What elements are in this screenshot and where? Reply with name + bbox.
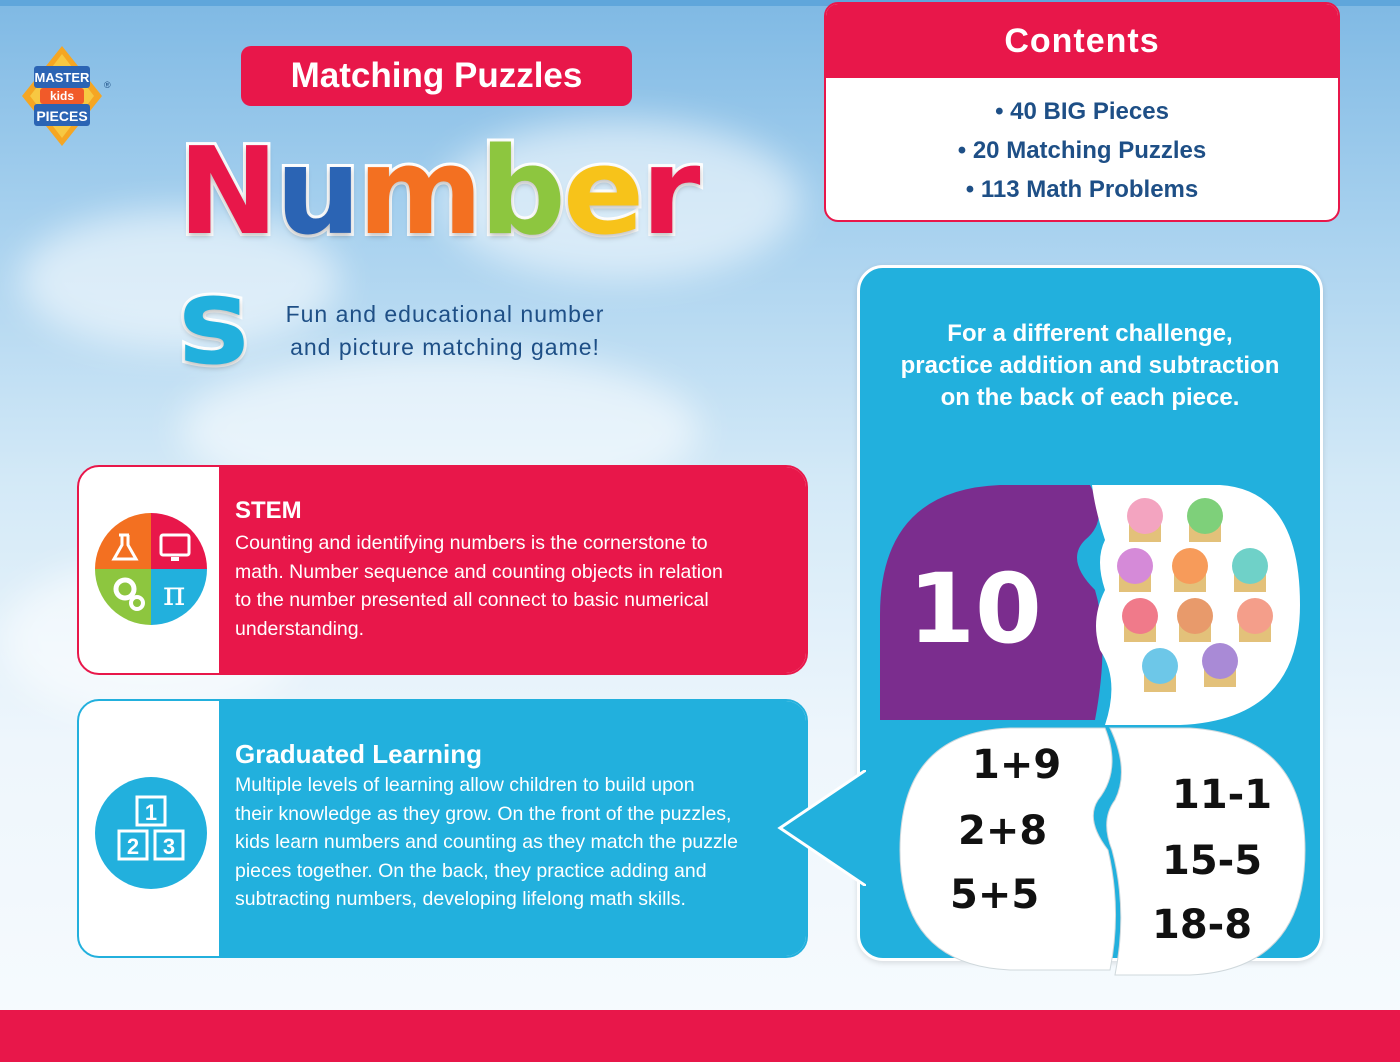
- graduated-line: their knowledge as they grow. On the front of the puzzles,: [235, 802, 732, 825]
- number-blocks-icon: [95, 777, 207, 889]
- graduated-title: Graduated Learning: [235, 739, 483, 769]
- title-letter: e: [562, 123, 642, 262]
- brand-logo: [22, 46, 111, 146]
- title-letter: N: [178, 123, 276, 262]
- addition-problem: 2+8: [958, 808, 1048, 854]
- addition-problem: 1+9: [972, 742, 1062, 788]
- graduated-line: pieces together. On the back, they practice adding and: [235, 859, 707, 882]
- contents-item: • 20 Matching Puzzles: [957, 137, 1207, 164]
- subtraction-problem: 11-1: [1172, 772, 1273, 818]
- stem-body: [219, 467, 806, 673]
- title-letter: m: [357, 123, 480, 262]
- stem-line: Counting and identifying numbers is the cornerstone to: [235, 532, 708, 554]
- contents-title: Contents: [826, 4, 1338, 78]
- registered-mark: ®: [104, 80, 111, 90]
- contents-list: [826, 78, 1338, 209]
- graduated-line: subtracting numbers, developing lifelong math skills.: [235, 888, 686, 910]
- contents-item: • 113 Math Problems: [965, 176, 1199, 203]
- tagline: [230, 298, 660, 364]
- stem-text: [235, 529, 795, 643]
- challenge-line: on the back of each piece.: [940, 384, 1240, 411]
- logo-line3: PIECES: [36, 108, 88, 124]
- graduated-body: [219, 701, 806, 956]
- contents-box: [824, 2, 1340, 222]
- logo-line2: kids: [49, 89, 74, 103]
- tagline-line: Fun and educational number: [285, 301, 605, 327]
- subtraction-problem: 15-5: [1162, 838, 1263, 884]
- title-letter: u: [275, 123, 358, 262]
- tagline-line: and picture matching game!: [290, 334, 600, 360]
- challenge-line: practice addition and subtraction: [900, 352, 1280, 379]
- pi-icon: π: [163, 574, 186, 614]
- svg-text:3: 3: [162, 834, 176, 859]
- svg-text:1: 1: [144, 800, 158, 825]
- title-letter: r: [641, 123, 698, 262]
- stem-line: to the number presented all connect to basic numerical: [235, 589, 709, 611]
- svg-text:2: 2: [126, 834, 140, 859]
- big-number: 10: [908, 553, 1042, 665]
- title-letter: b: [479, 123, 563, 262]
- graduated-line: Multiple levels of learning allow children to build upon: [235, 774, 695, 796]
- stem-title: STEM: [235, 497, 302, 524]
- addition-problem: 5+5: [950, 872, 1040, 918]
- stem-line: math. Number sequence and counting objects in relation: [235, 560, 723, 583]
- logo-line1: MASTER: [34, 70, 90, 85]
- contents-item: • 40 BIG Pieces: [995, 98, 1169, 125]
- stem-line: understanding.: [235, 617, 365, 640]
- subtraction-problem: 18-8: [1152, 902, 1253, 948]
- speech-pointer: [776, 770, 866, 886]
- stem-card: [77, 465, 808, 675]
- stem-wheel-icon: [95, 513, 207, 625]
- bottom-bar: [0, 1010, 1400, 1062]
- challenge-line: For a different challenge,: [947, 320, 1233, 347]
- matching-puzzles-badge: Matching Puzzles: [241, 46, 632, 106]
- graduated-text: [235, 771, 805, 914]
- graduated-line: kids learn numbers and counting as they match the puzzle: [235, 831, 738, 853]
- challenge-text: [880, 318, 1300, 414]
- title-letter: s: [178, 253, 247, 392]
- graduated-learning-card: [77, 699, 808, 958]
